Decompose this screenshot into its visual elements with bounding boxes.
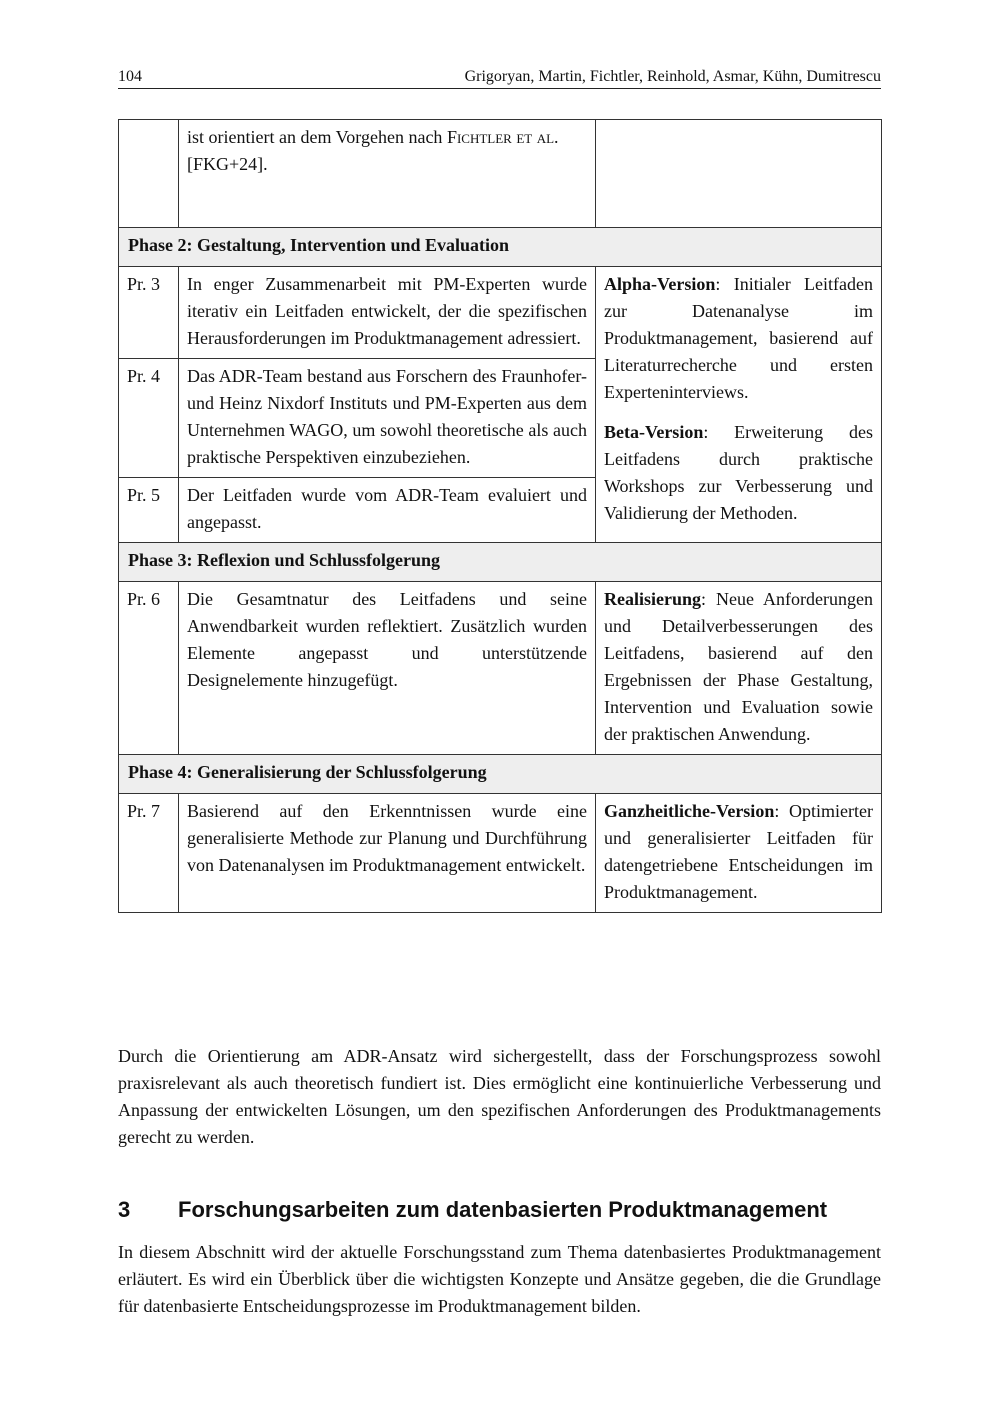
table-row-pr3 [119,267,882,359]
process-description: In enger Zusammenarbeit mit PM-Experten wurde iterativ ein Leitfaden entwickelt, der die spezifischen Herausforderungen im Produktmanagement adressiert. [179,267,596,359]
section-number: 3 [118,1197,131,1222]
adr-phase-table [118,119,882,913]
artifact-cell-alpha-beta [596,267,882,543]
cited-author: Fichtler et al [446,127,555,147]
process-description: Das ADR-Team bestand aus Forschern des Fraunhofer- und Heinz Nixdorf Instituts und PM-Experten aus dem Unternehmen WAGO, um sowohl theoretische als auch praktische Perspektiven einzubeziehen. [179,359,596,478]
body-paragraph-2: In diesem Abschnitt wird der aktuelle Forschungsstand zum Thema datenbasiertes Produktmanagement erläutert. Es wird ein Überblick über die wichtigsten Konzepte und Ansätze gegeben, die die Grundlage für datenbasierte Entscheidungsprozesse im Produktmanagement bilden. [118,1242,881,1316]
process-id: Pr. 5 [119,478,179,543]
phase-header-3: Phase 3: Reflexion und Schlussfolgerung [119,543,882,582]
running-authors: Grigoryan, Martin, Fichtler, Reinhold, Asmar, Kühn, Dumitrescu [464,68,881,85]
process-id: Pr. 3 [119,267,179,359]
page-header [118,66,881,89]
process-description: Der Leitfaden wurde vom ADR-Team evaluiert und angepasst. [179,478,596,543]
process-id: Pr. 6 [119,582,179,755]
beta-version-text: Beta-Version: Erweiterung des Leitfadens durch praktische Workshops zur Verbesserung und Validierung der Methoden. [604,422,873,523]
table-row-pr7 [119,794,882,913]
continuation-cell: ist orientiert an dem Vorgehen nach Fichtler et al. [FKG+24]. [179,120,596,228]
section-title: Forschungsarbeiten zum datenbasierten Produktmanagement [178,1197,828,1222]
page-number: 104 [118,68,142,85]
alpha-version-text: Alpha-Version: Initialer Leitfaden zur Datenanalyse im Produktmanagement, basierend auf Literaturrecherche und ersten Experteninterviews. [604,274,873,402]
table-row-pr6 [119,582,882,755]
section-heading [118,1195,918,1225]
process-description: Basierend auf den Erkenntnissen wurde eine generalisierte Methode zur Planung und Durchführung von Datenanalysen im Produktmanagement entwickelt. [179,794,596,913]
artifact-cell-ganzheitlich: Ganzheitliche-Version: Optimierter und generalisierter Leitfaden für datengetriebene Entscheidungen im Produktmanagement. [596,794,882,913]
artifact-cell-realisierung: Realisierung: Neue Anforderungen und Detailverbesserungen des Leitfadens, basierend auf den Ergebnissen der Phase Gestaltung, Intervention und Evaluation sowie der praktischen Anwendung. [596,582,882,755]
process-id: Pr. 4 [119,359,179,478]
phase-header-4: Phase 4: Generalisierung der Schlussfolgerung [119,755,882,794]
body-paragraph-1: Durch die Orientierung am ADR-Ansatz wird sichergestellt, dass der Forschungsprozess sowohl praxisrelevant als auch theoretisch fundiert ist. Dies ermöglicht eine kontinuierliche Verbesserung und Anpassung der entwickelten Lösungen, um den spezifischen Anforderungen des Produktmanagements gerecht zu werden. [118,1046,881,1147]
process-description: Die Gesamtnatur des Leitfadens und seine Anwendbarkeit wurden reflektiert. Zusätzlich wurden Elemente angepasst und unterstützende Designelemente hinzugefügt. [179,582,596,755]
table-row-continuation [119,120,882,228]
phase-header-2: Phase 2: Gestaltung, Intervention und Evaluation [119,228,882,267]
process-id: Pr. 7 [119,794,179,913]
